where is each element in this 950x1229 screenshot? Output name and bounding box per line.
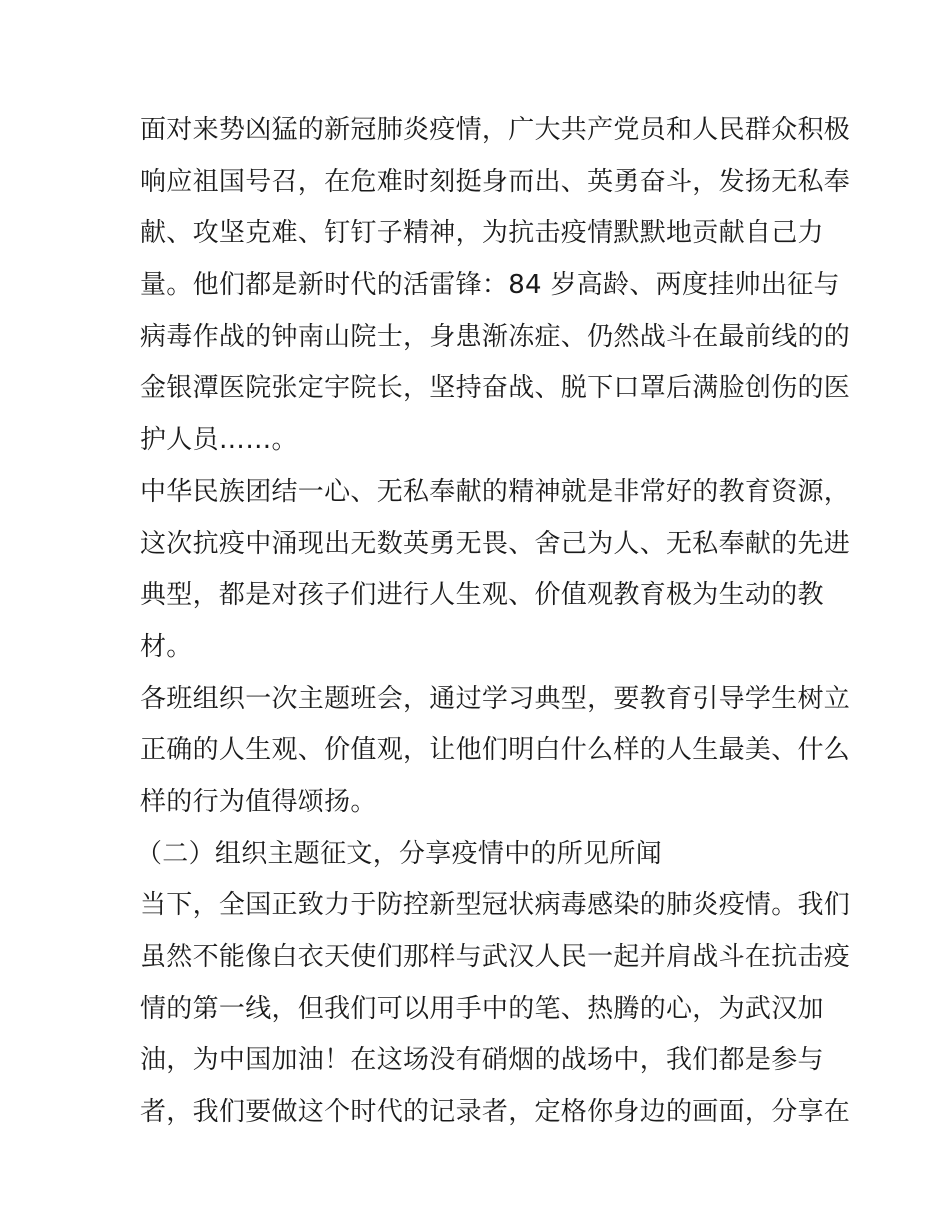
paragraph-line: 油，为中国加油！在这场没有硝烟的战场中，我们都是参与 <box>140 1045 824 1076</box>
document-body <box>136 105 851 1139</box>
paragraph-line: 材。 <box>140 631 193 662</box>
paragraph-line: 情的第一线，但我们可以用手中的笔、热腾的心，为武汉加 <box>140 993 824 1024</box>
paragraph-line: 样的行为值得颂扬。 <box>140 786 377 817</box>
paragraph-line: 金银潭医院张定宇院长，坚持奋战、脱下口罩后满脸创伤的医 <box>140 373 851 404</box>
paragraph-line: 典型，都是对孩子们进行人生观、价值观教育极为生动的教 <box>140 580 824 611</box>
paragraph-line: 病毒作战的钟南山院士，身患渐冻症、仍然战斗在最前线的的 <box>140 321 851 352</box>
paragraph-line: 这次抗疫中涌现出无数英勇无畏、舍己为人、无私奉献的先进 <box>140 528 851 559</box>
paragraph-line: 响应祖国号召，在危难时刻挺身而出、英勇奋斗，发扬无私奉 <box>140 166 851 197</box>
paragraph-line: 护人员……。 <box>140 425 298 456</box>
paragraph-line: 面对来势凶猛的新冠肺炎疫情，广大共产党员和人民群众积极 <box>140 115 851 145</box>
paragraph <box>140 105 851 467</box>
paragraph-line: 当下，全国正致力于防控新型冠状病毒感染的肺炎疫情。我们 <box>140 890 851 921</box>
section-heading-text: （二）组织主题征文，分享疫情中的所见所闻 <box>136 838 663 869</box>
paragraph <box>140 467 851 674</box>
paragraph-line: 者，我们要做这个时代的记录者，定格你身边的画面，分享在 <box>140 1097 851 1128</box>
section-heading <box>136 829 820 881</box>
paragraph-line: 量。他们都是新时代的活雷锋：84 岁高龄、两度挂帅出征与 <box>140 270 840 301</box>
paragraph-line: 正确的人生观、价值观，让他们明白什么样的人生最美、什么 <box>140 735 851 766</box>
paragraph <box>140 674 851 829</box>
paragraph-line: 各班组织一次主题班会，通过学习典型，要教育引导学生树立 <box>140 683 851 714</box>
paragraph <box>140 880 851 1138</box>
paragraph-line: 中华民族团结一心、无私奉献的精神就是非常好的教育资源， <box>140 476 851 507</box>
paragraph-line: 虽然不能像白衣天使们那样与武汉人民一起并肩战斗在抗击疫 <box>140 942 851 972</box>
paragraph-line: 献、攻坚克难、钉钉子精神，为抗击疫情默默地贡献自己力 <box>140 218 824 249</box>
